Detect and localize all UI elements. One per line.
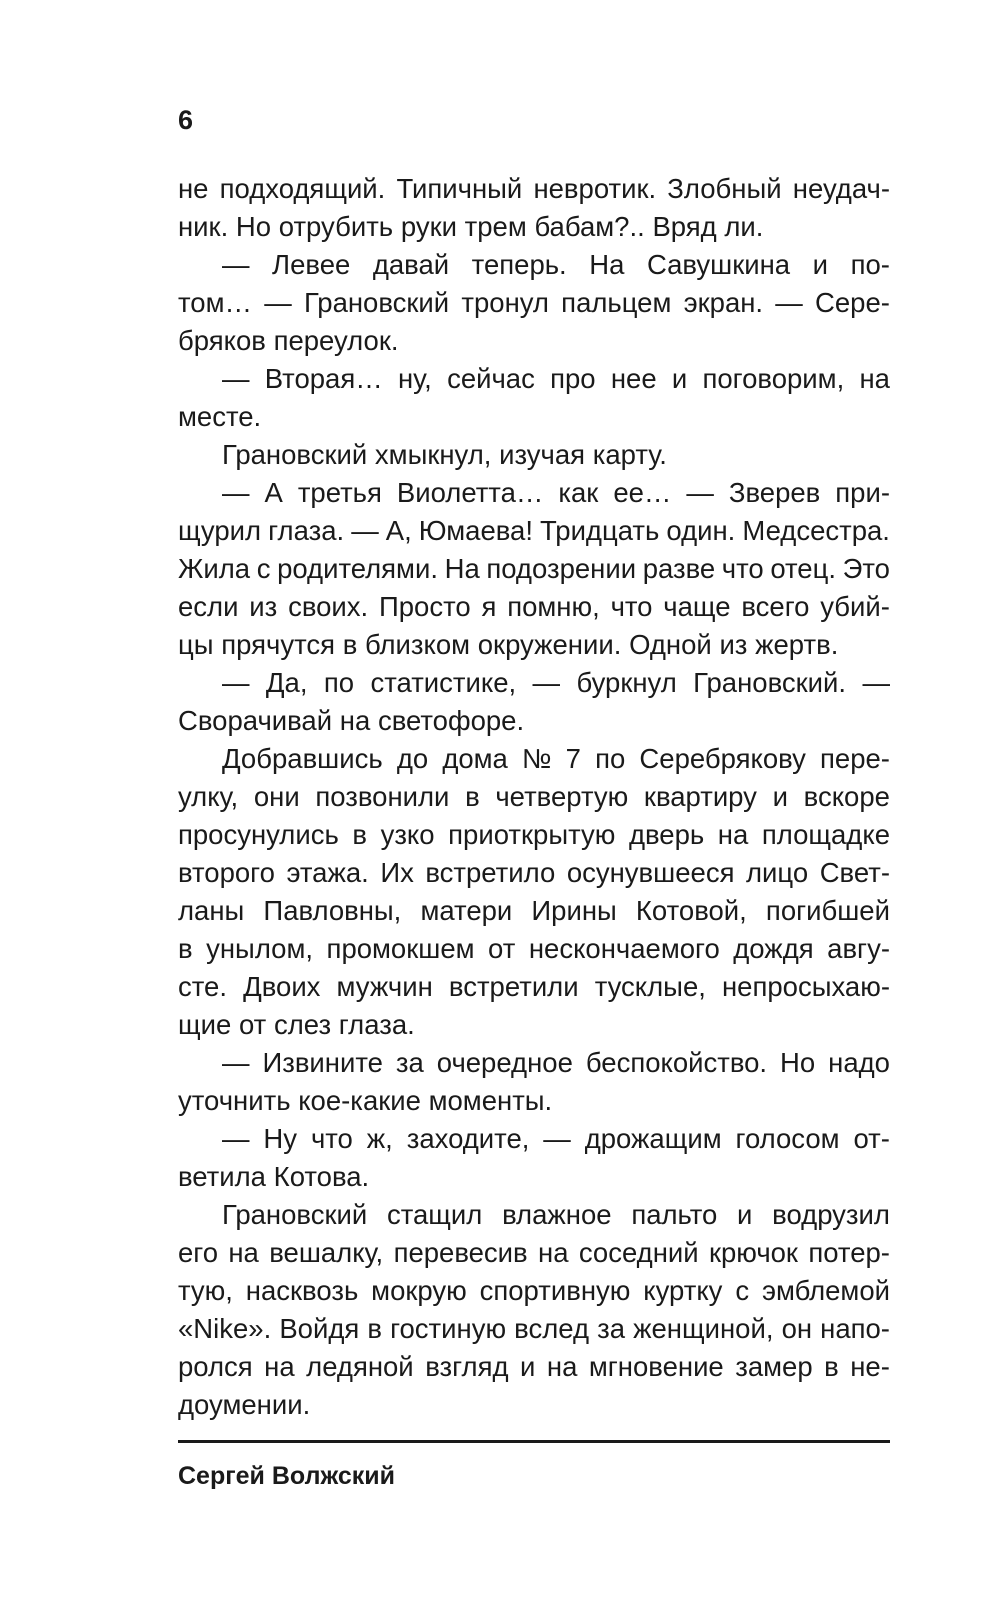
- word: что: [610, 591, 653, 622]
- text-line: [178, 436, 890, 474]
- word: Грановский.: [693, 667, 847, 698]
- word: руки: [400, 211, 457, 242]
- word: Это: [842, 553, 890, 584]
- word: прячутся: [221, 629, 335, 660]
- word: за: [597, 1313, 626, 1344]
- text-line: [178, 740, 890, 778]
- text-line: [178, 398, 890, 436]
- word: не-: [850, 1351, 890, 1382]
- word: родителями.: [277, 553, 438, 584]
- word: погибшей: [765, 895, 890, 926]
- word: на: [717, 819, 749, 850]
- word: щие: [178, 1009, 232, 1040]
- word: глаза.: [338, 1009, 415, 1040]
- word: Жила: [178, 553, 251, 584]
- page-number: 6: [178, 105, 194, 135]
- word: окружении.: [477, 629, 622, 660]
- word: Тридцать: [540, 515, 660, 546]
- word: второго: [178, 857, 275, 888]
- text-line: [178, 778, 890, 816]
- word: Да,: [265, 667, 308, 698]
- word: надо: [828, 1047, 890, 1078]
- word: разве: [642, 553, 716, 584]
- word: по: [595, 743, 626, 774]
- word: и: [737, 1199, 753, 1230]
- word: осунувшееся: [566, 857, 735, 888]
- word: месте.: [178, 401, 262, 432]
- text-line: [178, 322, 890, 360]
- word: Вряд: [652, 211, 717, 242]
- word: кое-какие: [298, 1085, 421, 1116]
- word: мужчин: [336, 971, 433, 1002]
- word: Просто: [378, 591, 471, 622]
- word: бабам?..: [534, 211, 645, 242]
- word: нее: [610, 363, 657, 394]
- word: хмыкнул,: [374, 439, 492, 470]
- word: по: [323, 667, 355, 698]
- word: —: [222, 1123, 250, 1154]
- word: до: [396, 743, 429, 774]
- footer-divider: [178, 1440, 890, 1443]
- word: на: [538, 1237, 569, 1268]
- word: беспокойство.: [585, 1047, 768, 1078]
- word: влажное: [502, 1199, 612, 1230]
- word: Зверев: [728, 477, 821, 508]
- word: улку,: [178, 781, 239, 812]
- word: ли.: [724, 211, 764, 242]
- word: потер-: [808, 1237, 890, 1268]
- word: площадке: [761, 819, 890, 850]
- word: статистике,: [370, 667, 517, 698]
- word: я: [481, 591, 497, 622]
- word: Павловны,: [263, 895, 402, 926]
- word: по-: [850, 249, 890, 280]
- text-line: [178, 1386, 890, 1424]
- text-line: [178, 170, 890, 208]
- word: пальто: [631, 1199, 718, 1230]
- word: —: [222, 477, 250, 508]
- word: бряков: [178, 325, 266, 356]
- word: близком: [364, 629, 471, 660]
- word: голосом: [735, 1123, 840, 1154]
- word: непросыхаю-: [722, 971, 890, 1002]
- word: тронул: [461, 287, 549, 318]
- word: переулок.: [273, 325, 399, 356]
- word: спортивную: [479, 1275, 631, 1306]
- word: он: [781, 1313, 813, 1344]
- word: Грановский: [222, 439, 368, 470]
- word: карту.: [592, 439, 667, 470]
- word: вслед: [514, 1313, 590, 1344]
- word: невротик.: [533, 173, 657, 204]
- text-line: [178, 1044, 890, 1082]
- text-line: [178, 892, 890, 930]
- word: нескончаемого: [528, 933, 720, 964]
- word: замер: [735, 1351, 813, 1382]
- word: позвонили: [315, 781, 450, 812]
- word: сте.: [178, 971, 227, 1002]
- word: тую,: [178, 1275, 233, 1306]
- word: узко: [380, 819, 435, 850]
- word: экран.: [683, 287, 764, 318]
- word: всего: [741, 591, 810, 622]
- word: на: [339, 705, 371, 736]
- word: Сворачивай: [178, 705, 333, 736]
- word: №: [522, 743, 552, 774]
- word: —: [222, 363, 250, 394]
- word: мокрую: [371, 1275, 467, 1306]
- text-line: [178, 854, 890, 892]
- text-line: [178, 1348, 890, 1386]
- word: с: [256, 553, 271, 584]
- word: ж,: [366, 1123, 393, 1154]
- word: изучая: [499, 439, 586, 470]
- running-footer-author: Сергей Волжский: [178, 1462, 395, 1490]
- word: промокшем: [326, 933, 475, 964]
- word: Серебрякову: [639, 743, 806, 774]
- word: вскоре: [803, 781, 890, 812]
- word: Добравшись: [222, 743, 383, 774]
- text-line: [178, 474, 890, 512]
- word: приоткрытую: [448, 819, 616, 850]
- word: про: [550, 363, 596, 394]
- word: дверь: [628, 819, 705, 850]
- word: в: [352, 819, 367, 850]
- word: сейчас: [447, 363, 535, 394]
- word: Юмаева!: [418, 515, 533, 546]
- word: —: [532, 667, 561, 698]
- word: на: [546, 1351, 578, 1382]
- word: от: [488, 933, 516, 964]
- word: «Nike».: [178, 1313, 272, 1344]
- word: Грановский: [303, 287, 450, 318]
- word: на: [228, 1237, 259, 1268]
- word: вешалку,: [269, 1237, 384, 1268]
- word: унылом,: [206, 933, 314, 964]
- word: матери: [420, 895, 513, 926]
- word: Но: [235, 211, 272, 242]
- text-line: [178, 1158, 890, 1196]
- word: насквозь: [245, 1275, 359, 1306]
- word: На: [444, 553, 480, 584]
- word: крючок: [708, 1237, 798, 1268]
- word: перевесив: [393, 1237, 528, 1268]
- word: Двоих: [243, 971, 321, 1002]
- word: за: [395, 1047, 424, 1078]
- word: в: [342, 629, 358, 660]
- word: в: [178, 933, 193, 964]
- word: отец.: [770, 553, 836, 584]
- word: теперь.: [471, 249, 567, 280]
- word: авгу-: [827, 933, 890, 964]
- word: ник.: [178, 211, 229, 242]
- word: в: [824, 1351, 839, 1382]
- word: и: [520, 1351, 536, 1382]
- word: этажа.: [286, 857, 369, 888]
- text-line: [178, 930, 890, 968]
- word: —: [543, 1123, 571, 1154]
- word: ее…: [613, 477, 672, 508]
- word: давай: [372, 249, 450, 280]
- word: напо-: [820, 1313, 890, 1344]
- word: дрожащим: [584, 1123, 722, 1154]
- word: Свет-: [819, 857, 890, 888]
- word: встретило: [425, 857, 556, 888]
- word: —: [686, 477, 714, 508]
- word: заходите,: [406, 1123, 530, 1154]
- word: эмблемой: [761, 1275, 890, 1306]
- word: Виолетта…: [396, 477, 544, 508]
- word: —: [775, 287, 803, 318]
- word: уточнить: [178, 1085, 291, 1116]
- word: —: [222, 249, 250, 280]
- word: неудач-: [792, 173, 890, 204]
- word: Их: [380, 857, 414, 888]
- word: взгляд: [425, 1351, 509, 1382]
- word: ветила: [178, 1161, 266, 1192]
- text-line: [178, 588, 890, 626]
- word: Левее: [272, 249, 351, 280]
- word: ну,: [398, 363, 432, 394]
- text-line: [178, 1310, 890, 1348]
- word: гостиную: [390, 1313, 507, 1344]
- word: Котовой,: [635, 895, 747, 926]
- text-line: [178, 626, 890, 664]
- text-line: [178, 702, 890, 740]
- word: четвертую: [495, 781, 629, 812]
- word: с: [735, 1275, 750, 1306]
- word: А,: [385, 515, 412, 546]
- word: водрузил: [772, 1199, 890, 1230]
- word: в: [367, 1313, 382, 1344]
- text-line: [178, 1196, 890, 1234]
- word: ролся: [178, 1351, 253, 1382]
- word: пере-: [820, 743, 890, 774]
- word: Котова.: [273, 1161, 370, 1192]
- text-line: [178, 1272, 890, 1310]
- text-line: [178, 360, 890, 398]
- word: квартиру: [643, 781, 757, 812]
- text-line: [178, 246, 890, 284]
- word: Грановский: [222, 1199, 368, 1230]
- word: на: [859, 363, 890, 394]
- text-line: [178, 208, 890, 246]
- word: —: [222, 1047, 250, 1078]
- text-line: [178, 1234, 890, 1272]
- word: —: [862, 667, 890, 698]
- word: как: [558, 477, 599, 508]
- word: Одной: [629, 629, 712, 660]
- word: подозрении: [486, 553, 637, 584]
- text-line: [178, 1006, 890, 1044]
- word: они: [253, 781, 300, 812]
- word: один.: [666, 515, 736, 546]
- word: Ирины: [531, 895, 617, 926]
- word: доумении.: [178, 1389, 311, 1420]
- word: от-: [853, 1123, 890, 1154]
- word: третья: [297, 477, 382, 508]
- word: отрубить: [278, 211, 394, 242]
- word: ланы: [178, 895, 245, 926]
- text-line: [178, 512, 890, 550]
- word: пальцем: [561, 287, 672, 318]
- word: Вторая…: [264, 363, 383, 394]
- word: встретили: [448, 971, 579, 1002]
- text-line: [178, 816, 890, 854]
- word: куртку: [643, 1275, 723, 1306]
- word: буркнул: [576, 667, 677, 698]
- word: его: [178, 1237, 219, 1268]
- word: тусклые,: [594, 971, 706, 1002]
- word: Войдя: [279, 1313, 360, 1344]
- text-line: [178, 664, 890, 702]
- word: если: [178, 591, 239, 622]
- word: На: [589, 249, 625, 280]
- word: подходящий.: [219, 173, 386, 204]
- word: 7: [565, 743, 581, 774]
- word: том…: [178, 287, 252, 318]
- word: трем: [464, 211, 527, 242]
- word: светофоре.: [377, 705, 525, 736]
- word: поговорим,: [702, 363, 845, 394]
- word: и: [671, 363, 688, 394]
- word: —: [351, 515, 379, 546]
- text-line: [178, 1082, 890, 1120]
- word: Сере-: [815, 287, 890, 318]
- word: из: [719, 629, 748, 660]
- word: —: [222, 667, 250, 698]
- word: что: [721, 553, 764, 584]
- word: своих.: [288, 591, 369, 622]
- word: очередное: [436, 1047, 573, 1078]
- word: Медсестра.: [742, 515, 890, 546]
- word: стащил: [386, 1199, 483, 1230]
- word: из: [249, 591, 278, 622]
- word: Но: [780, 1047, 816, 1078]
- word: лицо: [746, 857, 809, 888]
- word: Ну: [263, 1123, 298, 1154]
- word: глаза.: [268, 515, 345, 546]
- text-line: [178, 1120, 890, 1158]
- word: ледяной: [306, 1351, 414, 1382]
- word: убий-: [820, 591, 890, 622]
- word: А: [264, 477, 283, 508]
- word: что: [310, 1123, 353, 1154]
- text-line: [178, 550, 890, 588]
- word: и: [812, 249, 829, 280]
- body-text: [178, 170, 890, 1424]
- word: просунулись: [178, 819, 339, 850]
- word: соседний: [578, 1237, 699, 1268]
- word: женщиной,: [633, 1313, 774, 1344]
- word: на: [264, 1351, 295, 1382]
- word: в: [465, 781, 480, 812]
- word: слез: [273, 1009, 332, 1040]
- word: помню,: [507, 591, 600, 622]
- word: при-: [835, 477, 890, 508]
- text-line: [178, 284, 890, 322]
- word: цы: [178, 629, 214, 660]
- word: чаще: [663, 591, 731, 622]
- word: Савушкина: [646, 249, 791, 280]
- word: дома: [442, 743, 508, 774]
- word: Извините: [262, 1047, 383, 1078]
- word: и: [772, 781, 788, 812]
- word: Злобный: [667, 173, 782, 204]
- word: от: [238, 1009, 267, 1040]
- word: моменты.: [428, 1085, 553, 1116]
- word: щурил: [178, 515, 262, 546]
- word: Типичный: [396, 173, 523, 204]
- word: —: [264, 287, 292, 318]
- word: жертв.: [755, 629, 839, 660]
- word: мгновение: [588, 1351, 724, 1382]
- text-line: [178, 968, 890, 1006]
- word: не: [178, 173, 209, 204]
- word: дождя: [733, 933, 814, 964]
